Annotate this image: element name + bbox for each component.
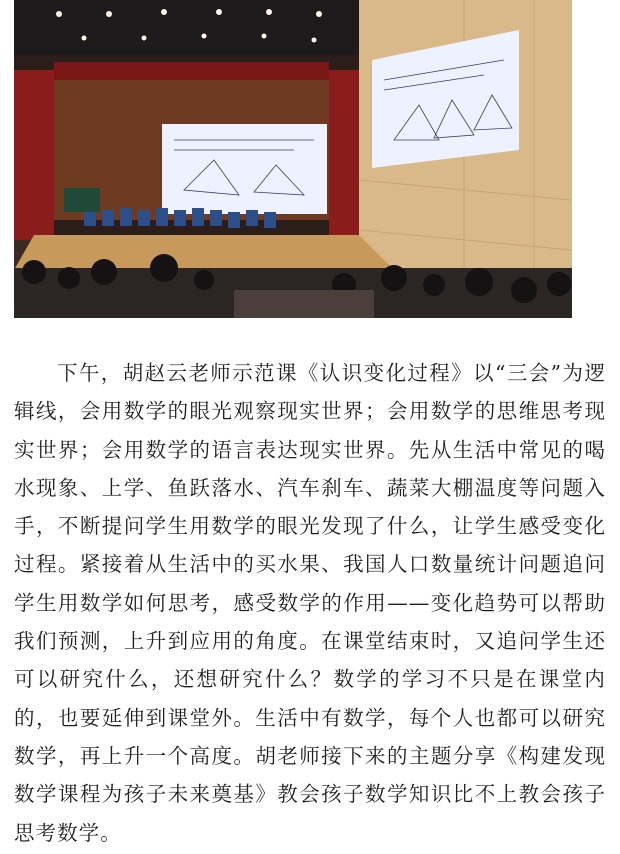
lecture-hall-photo: [14, 0, 572, 318]
foreground-head: [234, 290, 374, 318]
blackboard: [64, 188, 100, 212]
stage-floor: [14, 235, 394, 270]
stage-screen: [162, 124, 327, 214]
curtain-right: [329, 70, 359, 240]
curtain-top: [54, 62, 329, 80]
article-paragraph: 下午，胡赵云老师示范课《认识变化过程》以“三会”为逻辑线，会用数学的眼光观察现实世界；会用数学的思维思考现实世界；会用数学的语言表达现实世界。先从生活中常见的喝水现象、上学、鱼跃落水、汽车刹车、蔬菜大棚温度等问题入手，不断提问学生用数学的眼光发现了什么，让学生感受变化过程。紧接着从生活中的买水果、我国人口数量统计问题追问学生用数学如何思考，感受数学的作用——变化趋势可以帮助我们预测，上升到应用的角度。在课堂结束时，又追问学生还可以研究什么，还想研究什么？数学的学习不只是在课堂内的，也要延伸到课堂外。生活中有数学，每个人也都可以研究数学，再上升一个高度。胡老师接下来的主题分享《构建发现数学课程为孩子未来奠基》教会孩子数学知识比不上教会孩子思考数学。: [14, 361, 606, 845]
students-on-stage: [84, 208, 276, 228]
curtain-left: [14, 70, 54, 240]
photo-illustration: [14, 0, 572, 318]
